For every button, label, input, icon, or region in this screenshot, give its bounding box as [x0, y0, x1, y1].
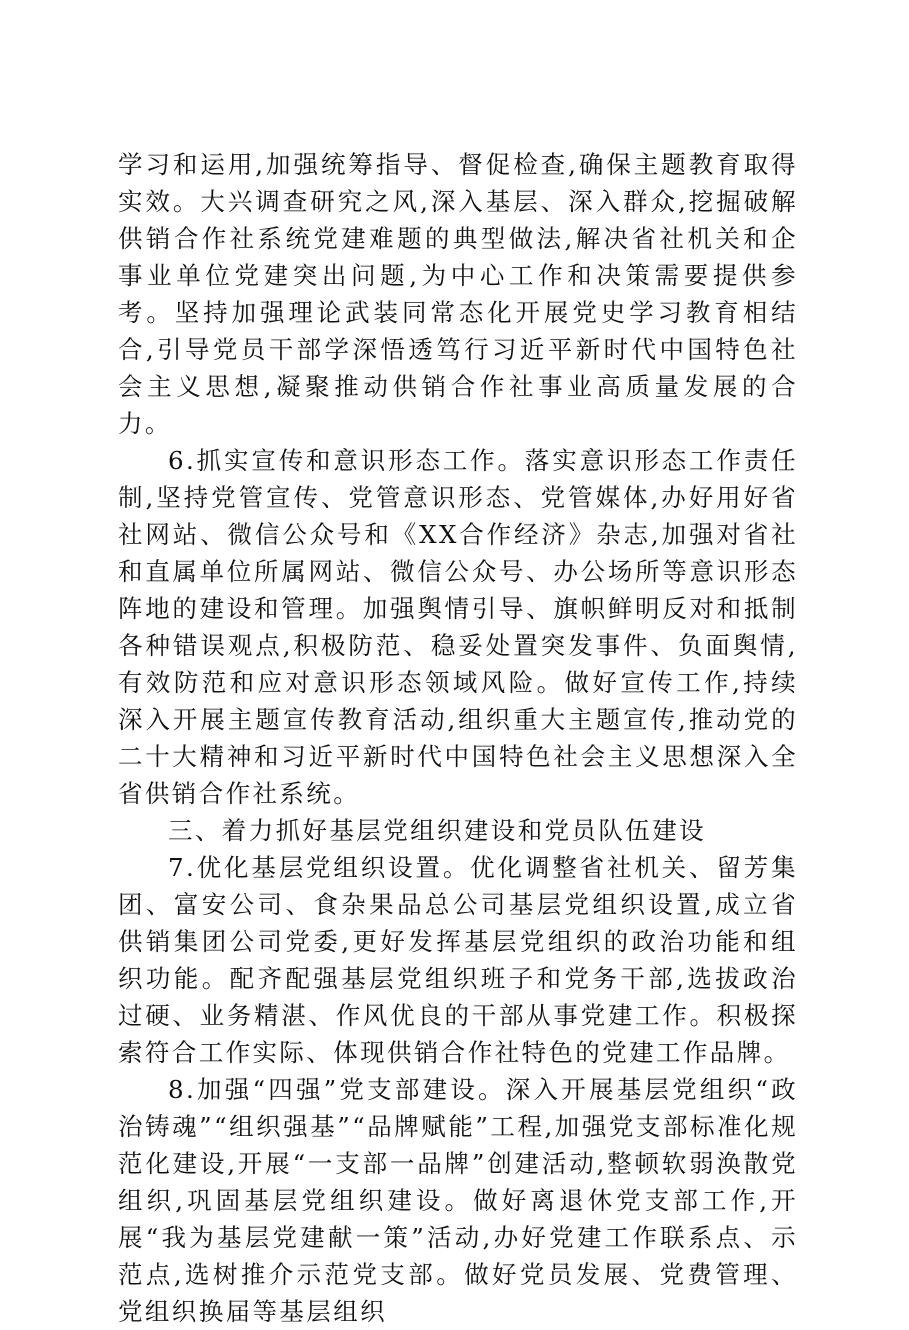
paragraph-continuation: 学习和运用,加强统筹指导、督促检查,确保主题教育取得实效。大兴调查研究之风,深入基层、深入群众,挖掘破解供销合作社系统党建难题的典型做法,解决省社机关和企事业单位党建突出问题,为中心工作和决策需要提供参考。坚持加强理论武装同常态化开展党史学习教育相结合,引导党员干部学深悟透笃行习近平新时代中国特色社会主义思想,凝聚推动供销合作社事业高质量发展的合力。 — [118, 150, 798, 438]
paragraph-item-6: 6.抓实宣传和意识形态工作。落实意识形态工作责任制,坚持党管宣传、党管意识形态、党管媒体,办好用好省社网站、微信公众号和《XX合作经济》杂志,加强对省社和直属单位所属网站、微信公众号、办公场所等意识形态阵地的建设和管理。加强舆情引导、旗帜鲜明反对和抵制各种错误观点,积极防范、稳妥处置突发事件、负面舆情,有效防范和应对意识形态领域风险。做好宣传工作,持续深入开展主题宣传教育活动,组织重大主题宣传,推动党的二十大精神和习近平新时代中国特色社会主义思想深入全省供销合作社系统。 — [118, 446, 798, 808]
section-heading: 三、着力抓好基层党组织建设和党员队伍建设 — [168, 816, 706, 845]
document-body — [118, 146, 798, 1330]
paragraph-item-7: 7.优化基层党组织设置。优化调整省社机关、留芳集团、富安公司、食杂果品总公司基层党组织设置,成立省供销集团公司党委,更好发挥基层党组织的政治功能和组织功能。配齐配强基层党组织班子和党务干部,选拔政治过硬、业务精湛、作风优良的干部从事党建工作。积极探索符合工作实际、体现供销合作社特色的党建工作品牌。 — [118, 853, 798, 1067]
paragraph-item-8: 8.加强“四强”党支部建设。深入开展基层党组织“政治铸魂”“组织强基”“品牌赋能”工程,加强党支部标准化规范化建设,开展“一支部一品牌”创建活动,整顿软弱涣散党组织,巩固基层党组织建设。做好离退休党支部工作,开展“我为基层党建献一策”活动,办好党建工作联系点、示范点,选树推介示范党支部。做好党员发展、党费管理、党组织换届等基层组织 — [118, 1075, 798, 1326]
